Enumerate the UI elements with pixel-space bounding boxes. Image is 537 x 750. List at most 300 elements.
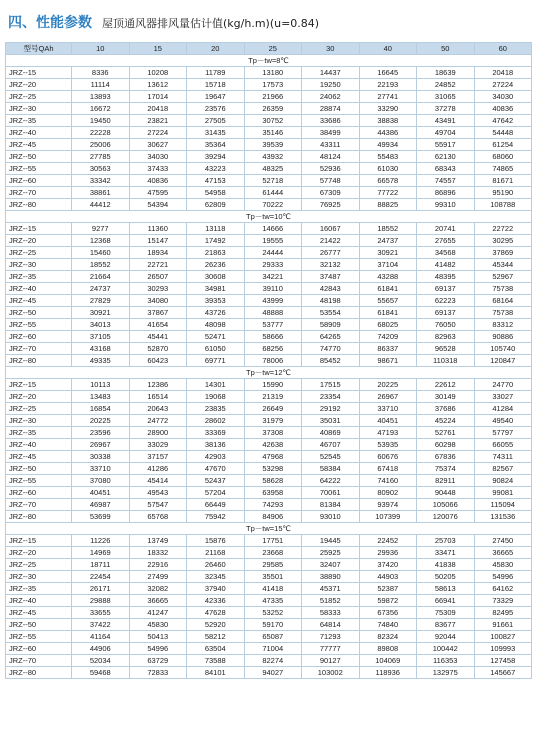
table-row	[6, 391, 532, 403]
value-cell: 73588	[187, 655, 245, 667]
value-cell: 42903	[187, 451, 245, 463]
value-cell: 43311	[302, 139, 360, 151]
table-row	[6, 355, 532, 367]
value-cell: 27829	[72, 295, 130, 307]
value-cell: 43288	[359, 271, 417, 283]
value-cell: 24737	[359, 235, 417, 247]
value-cell: 92044	[417, 631, 475, 643]
value-cell: 33369	[187, 427, 245, 439]
value-cell: 52471	[187, 331, 245, 343]
value-cell: 30293	[129, 283, 187, 295]
value-cell: 41286	[129, 463, 187, 475]
section-title: 四、性能参数	[8, 15, 92, 31]
value-cell: 26649	[244, 403, 302, 415]
value-cell: 131536	[474, 511, 532, 523]
table-row	[6, 427, 532, 439]
value-cell: 49335	[72, 355, 130, 367]
value-cell: 39539	[244, 139, 302, 151]
value-cell: 37433	[129, 163, 187, 175]
value-cell: 26967	[359, 391, 417, 403]
value-cell: 44412	[72, 199, 130, 211]
value-cell: 48198	[302, 295, 360, 307]
value-cell: 47642	[474, 115, 532, 127]
model-cell: JRZ--60	[6, 175, 72, 187]
value-cell: 13749	[129, 535, 187, 547]
model-cell: JRZ--25	[6, 559, 72, 571]
value-cell: 58613	[417, 583, 475, 595]
value-cell: 23821	[129, 115, 187, 127]
value-cell: 88825	[359, 199, 417, 211]
value-cell: 22454	[72, 571, 130, 583]
value-cell: 63729	[129, 655, 187, 667]
value-cell: 74557	[417, 175, 475, 187]
value-cell: 17014	[129, 91, 187, 103]
value-cell: 48124	[302, 151, 360, 163]
value-cell: 37867	[129, 307, 187, 319]
header-col: 20	[187, 43, 245, 55]
value-cell: 145667	[474, 667, 532, 679]
model-cell: JRZ--45	[6, 295, 72, 307]
value-cell: 52437	[187, 475, 245, 487]
value-cell: 14666	[244, 223, 302, 235]
value-cell: 13180	[244, 67, 302, 79]
value-cell: 38890	[302, 571, 360, 583]
table-row	[6, 379, 532, 391]
header-col: 60	[474, 43, 532, 55]
value-cell: 29888	[72, 595, 130, 607]
value-cell: 47628	[187, 607, 245, 619]
model-cell: JRZ--80	[6, 511, 72, 523]
table-row	[6, 259, 532, 271]
model-cell: JRZ--15	[6, 67, 72, 79]
value-cell: 48888	[244, 307, 302, 319]
header-col: 40	[359, 43, 417, 55]
table-row	[6, 571, 532, 583]
value-cell: 38136	[187, 439, 245, 451]
model-cell: JRZ--50	[6, 619, 72, 631]
model-cell: JRZ--45	[6, 451, 72, 463]
value-cell: 47595	[129, 187, 187, 199]
page-header	[8, 12, 319, 32]
value-cell: 65087	[244, 631, 302, 643]
value-cell: 19555	[244, 235, 302, 247]
value-cell: 42336	[187, 595, 245, 607]
value-cell: 63504	[187, 643, 245, 655]
table-row	[6, 67, 532, 79]
value-cell: 76925	[302, 199, 360, 211]
value-cell: 34981	[187, 283, 245, 295]
model-cell: JRZ--45	[6, 139, 72, 151]
value-cell: 37105	[72, 331, 130, 343]
table-row	[6, 187, 532, 199]
value-cell: 68060	[474, 151, 532, 163]
value-cell: 41418	[244, 583, 302, 595]
model-cell: JRZ--60	[6, 643, 72, 655]
value-cell: 27505	[187, 115, 245, 127]
section-label: Tp－tw=12℃	[6, 367, 532, 379]
table-row	[6, 331, 532, 343]
value-cell: 53298	[244, 463, 302, 475]
value-cell: 18711	[72, 559, 130, 571]
value-cell: 21168	[187, 547, 245, 559]
table-row	[6, 463, 532, 475]
value-cell: 69771	[187, 355, 245, 367]
value-cell: 60423	[129, 355, 187, 367]
value-cell: 16645	[359, 67, 417, 79]
model-cell: JRZ--70	[6, 655, 72, 667]
header-model: 型号QAh	[6, 43, 72, 55]
value-cell: 105740	[474, 343, 532, 355]
value-cell: 61050	[187, 343, 245, 355]
header-col: 10	[72, 43, 130, 55]
model-cell: JRZ--70	[6, 499, 72, 511]
value-cell: 95190	[474, 187, 532, 199]
value-cell: 43223	[187, 163, 245, 175]
value-cell: 30149	[417, 391, 475, 403]
value-cell: 54996	[129, 643, 187, 655]
value-cell: 27224	[474, 79, 532, 91]
value-cell: 60676	[359, 451, 417, 463]
value-cell: 43999	[244, 295, 302, 307]
value-cell: 29585	[244, 559, 302, 571]
value-cell: 50205	[417, 571, 475, 583]
value-cell: 41284	[474, 403, 532, 415]
value-cell: 61030	[359, 163, 417, 175]
value-cell: 19250	[302, 79, 360, 91]
table-row	[6, 127, 532, 139]
value-cell: 68343	[417, 163, 475, 175]
model-cell: JRZ--45	[6, 607, 72, 619]
value-cell: 53699	[72, 511, 130, 523]
model-cell: JRZ--55	[6, 163, 72, 175]
value-cell: 73329	[474, 595, 532, 607]
table-row	[6, 499, 532, 511]
section-row	[6, 55, 532, 67]
value-cell: 8336	[72, 67, 130, 79]
model-cell: JRZ--30	[6, 103, 72, 115]
model-cell: JRZ--40	[6, 127, 72, 139]
value-cell: 120076	[417, 511, 475, 523]
value-cell: 83312	[474, 319, 532, 331]
value-cell: 28874	[302, 103, 360, 115]
model-cell: JRZ--15	[6, 223, 72, 235]
value-cell: 93010	[302, 511, 360, 523]
value-cell: 47193	[359, 427, 417, 439]
value-cell: 36665	[129, 595, 187, 607]
value-cell: 33686	[302, 115, 360, 127]
model-cell: JRZ--55	[6, 631, 72, 643]
model-cell: JRZ--55	[6, 475, 72, 487]
value-cell: 90824	[474, 475, 532, 487]
header-col: 30	[302, 43, 360, 55]
value-cell: 14437	[302, 67, 360, 79]
model-cell: JRZ--70	[6, 187, 72, 199]
model-cell: JRZ--30	[6, 415, 72, 427]
value-cell: 45371	[302, 583, 360, 595]
value-cell: 29333	[244, 259, 302, 271]
value-cell: 30752	[244, 115, 302, 127]
model-cell: JRZ--15	[6, 535, 72, 547]
model-cell: JRZ--50	[6, 151, 72, 163]
value-cell: 30563	[72, 163, 130, 175]
value-cell: 31979	[244, 415, 302, 427]
value-cell: 13118	[187, 223, 245, 235]
value-cell: 33029	[129, 439, 187, 451]
value-cell: 63958	[244, 487, 302, 499]
model-cell: JRZ--35	[6, 583, 72, 595]
value-cell: 74160	[359, 475, 417, 487]
value-cell: 37487	[302, 271, 360, 283]
value-cell: 62130	[417, 151, 475, 163]
value-cell: 68164	[474, 295, 532, 307]
value-cell: 52920	[187, 619, 245, 631]
value-cell: 25925	[302, 547, 360, 559]
value-cell: 82567	[474, 463, 532, 475]
value-cell: 47335	[244, 595, 302, 607]
value-cell: 61841	[359, 307, 417, 319]
value-cell: 15460	[72, 247, 130, 259]
model-cell: JRZ--25	[6, 403, 72, 415]
value-cell: 37940	[187, 583, 245, 595]
value-cell: 20418	[129, 103, 187, 115]
value-cell: 66449	[187, 499, 245, 511]
value-cell: 64162	[474, 583, 532, 595]
table-row	[6, 307, 532, 319]
value-cell: 43168	[72, 343, 130, 355]
table-row	[6, 343, 532, 355]
value-cell: 39110	[244, 283, 302, 295]
value-cell: 53252	[244, 607, 302, 619]
table-row	[6, 235, 532, 247]
value-cell: 15147	[129, 235, 187, 247]
value-cell: 27741	[359, 91, 417, 103]
value-cell: 22452	[359, 535, 417, 547]
value-cell: 40869	[302, 427, 360, 439]
value-cell: 78006	[244, 355, 302, 367]
header-col: 25	[244, 43, 302, 55]
value-cell: 43491	[417, 115, 475, 127]
value-cell: 58384	[302, 463, 360, 475]
table-row	[6, 511, 532, 523]
value-cell: 100442	[417, 643, 475, 655]
value-cell: 32407	[302, 559, 360, 571]
section-row	[6, 211, 532, 223]
value-cell: 116353	[417, 655, 475, 667]
value-cell: 17751	[244, 535, 302, 547]
value-cell: 90448	[417, 487, 475, 499]
value-cell: 45344	[474, 259, 532, 271]
value-cell: 31435	[187, 127, 245, 139]
model-cell: JRZ--20	[6, 391, 72, 403]
value-cell: 104069	[359, 655, 417, 667]
model-cell: JRZ--50	[6, 307, 72, 319]
value-cell: 44903	[359, 571, 417, 583]
value-cell: 70222	[244, 199, 302, 211]
table-row	[6, 451, 532, 463]
value-cell: 19445	[302, 535, 360, 547]
value-cell: 31065	[417, 91, 475, 103]
value-cell: 33290	[359, 103, 417, 115]
value-cell: 82911	[417, 475, 475, 487]
table-row	[6, 487, 532, 499]
value-cell: 67309	[302, 187, 360, 199]
value-cell: 77722	[359, 187, 417, 199]
section-label: Tp－tw=10℃	[6, 211, 532, 223]
value-cell: 16067	[302, 223, 360, 235]
value-cell: 52545	[302, 451, 360, 463]
value-cell: 23835	[187, 403, 245, 415]
value-cell: 44906	[72, 643, 130, 655]
value-cell: 37422	[72, 619, 130, 631]
value-cell: 85452	[302, 355, 360, 367]
model-cell: JRZ--50	[6, 463, 72, 475]
value-cell: 74293	[244, 499, 302, 511]
value-cell: 33027	[474, 391, 532, 403]
value-cell: 38861	[72, 187, 130, 199]
value-cell: 22612	[417, 379, 475, 391]
value-cell: 110318	[417, 355, 475, 367]
value-cell: 26171	[72, 583, 130, 595]
table-body	[6, 55, 532, 679]
model-cell: JRZ--30	[6, 571, 72, 583]
model-cell: JRZ--20	[6, 547, 72, 559]
value-cell: 27785	[72, 151, 130, 163]
value-cell: 49543	[129, 487, 187, 499]
value-cell: 57748	[302, 175, 360, 187]
value-cell: 71004	[244, 643, 302, 655]
value-cell: 37157	[129, 451, 187, 463]
value-cell: 26460	[187, 559, 245, 571]
value-cell: 132975	[417, 667, 475, 679]
value-cell: 21319	[244, 391, 302, 403]
value-cell: 75942	[187, 511, 245, 523]
value-cell: 90127	[302, 655, 360, 667]
value-cell: 24852	[417, 79, 475, 91]
value-cell: 26777	[302, 247, 360, 259]
value-cell: 21966	[244, 91, 302, 103]
model-cell: JRZ--25	[6, 91, 72, 103]
value-cell: 52967	[474, 271, 532, 283]
value-cell: 115094	[474, 499, 532, 511]
value-cell: 24444	[244, 247, 302, 259]
model-cell: JRZ--25	[6, 247, 72, 259]
table-row	[6, 667, 532, 679]
value-cell: 10208	[129, 67, 187, 79]
value-cell: 89808	[359, 643, 417, 655]
table-row	[6, 403, 532, 415]
value-cell: 58909	[302, 319, 360, 331]
value-cell: 71293	[302, 631, 360, 643]
value-cell: 53554	[302, 307, 360, 319]
value-cell: 40451	[359, 415, 417, 427]
value-cell: 34221	[244, 271, 302, 283]
table-row	[6, 199, 532, 211]
value-cell: 72833	[129, 667, 187, 679]
value-cell: 52034	[72, 655, 130, 667]
value-cell: 61444	[244, 187, 302, 199]
value-cell: 105066	[417, 499, 475, 511]
value-cell: 82274	[244, 655, 302, 667]
value-cell: 20418	[474, 67, 532, 79]
value-cell: 52936	[302, 163, 360, 175]
value-cell: 17515	[302, 379, 360, 391]
value-cell: 43932	[244, 151, 302, 163]
value-cell: 22916	[129, 559, 187, 571]
value-cell: 13893	[72, 91, 130, 103]
value-cell: 53935	[359, 439, 417, 451]
value-cell: 14301	[187, 379, 245, 391]
header-row	[6, 43, 532, 55]
header-col: 15	[129, 43, 187, 55]
value-cell: 37420	[359, 559, 417, 571]
value-cell: 69137	[417, 283, 475, 295]
value-cell: 58666	[244, 331, 302, 343]
value-cell: 29936	[359, 547, 417, 559]
value-cell: 45830	[129, 619, 187, 631]
table-row	[6, 643, 532, 655]
value-cell: 33342	[72, 175, 130, 187]
value-cell: 61254	[474, 139, 532, 151]
value-cell: 47670	[187, 463, 245, 475]
value-cell: 66578	[359, 175, 417, 187]
value-cell: 68256	[244, 343, 302, 355]
value-cell: 17492	[187, 235, 245, 247]
value-cell: 40451	[72, 487, 130, 499]
table-row	[6, 163, 532, 175]
value-cell: 74840	[359, 619, 417, 631]
value-cell: 18332	[129, 547, 187, 559]
value-cell: 39294	[187, 151, 245, 163]
value-cell: 65768	[129, 511, 187, 523]
value-cell: 64222	[302, 475, 360, 487]
value-cell: 41838	[417, 559, 475, 571]
model-cell: JRZ--40	[6, 439, 72, 451]
value-cell: 55657	[359, 295, 417, 307]
value-cell: 37869	[474, 247, 532, 259]
value-cell: 23596	[72, 427, 130, 439]
value-cell: 74770	[302, 343, 360, 355]
value-cell: 39353	[187, 295, 245, 307]
value-cell: 68025	[359, 319, 417, 331]
value-cell: 84101	[187, 667, 245, 679]
value-cell: 96528	[417, 343, 475, 355]
value-cell: 59170	[244, 619, 302, 631]
value-cell: 11226	[72, 535, 130, 547]
table-row	[6, 223, 532, 235]
value-cell: 18934	[129, 247, 187, 259]
value-cell: 81384	[302, 499, 360, 511]
value-cell: 41654	[129, 319, 187, 331]
value-cell: 74865	[474, 163, 532, 175]
value-cell: 64814	[302, 619, 360, 631]
value-cell: 32082	[129, 583, 187, 595]
table-row	[6, 271, 532, 283]
value-cell: 108788	[474, 199, 532, 211]
value-cell: 36665	[474, 547, 532, 559]
model-cell: JRZ--15	[6, 379, 72, 391]
value-cell: 41482	[417, 259, 475, 271]
value-cell: 27499	[129, 571, 187, 583]
value-cell: 75738	[474, 307, 532, 319]
table-row	[6, 139, 532, 151]
value-cell: 45224	[417, 415, 475, 427]
value-cell: 45414	[129, 475, 187, 487]
value-cell: 28602	[187, 415, 245, 427]
value-cell: 57204	[187, 487, 245, 499]
value-cell: 20225	[359, 379, 417, 391]
value-cell: 13483	[72, 391, 130, 403]
value-cell: 20741	[417, 223, 475, 235]
